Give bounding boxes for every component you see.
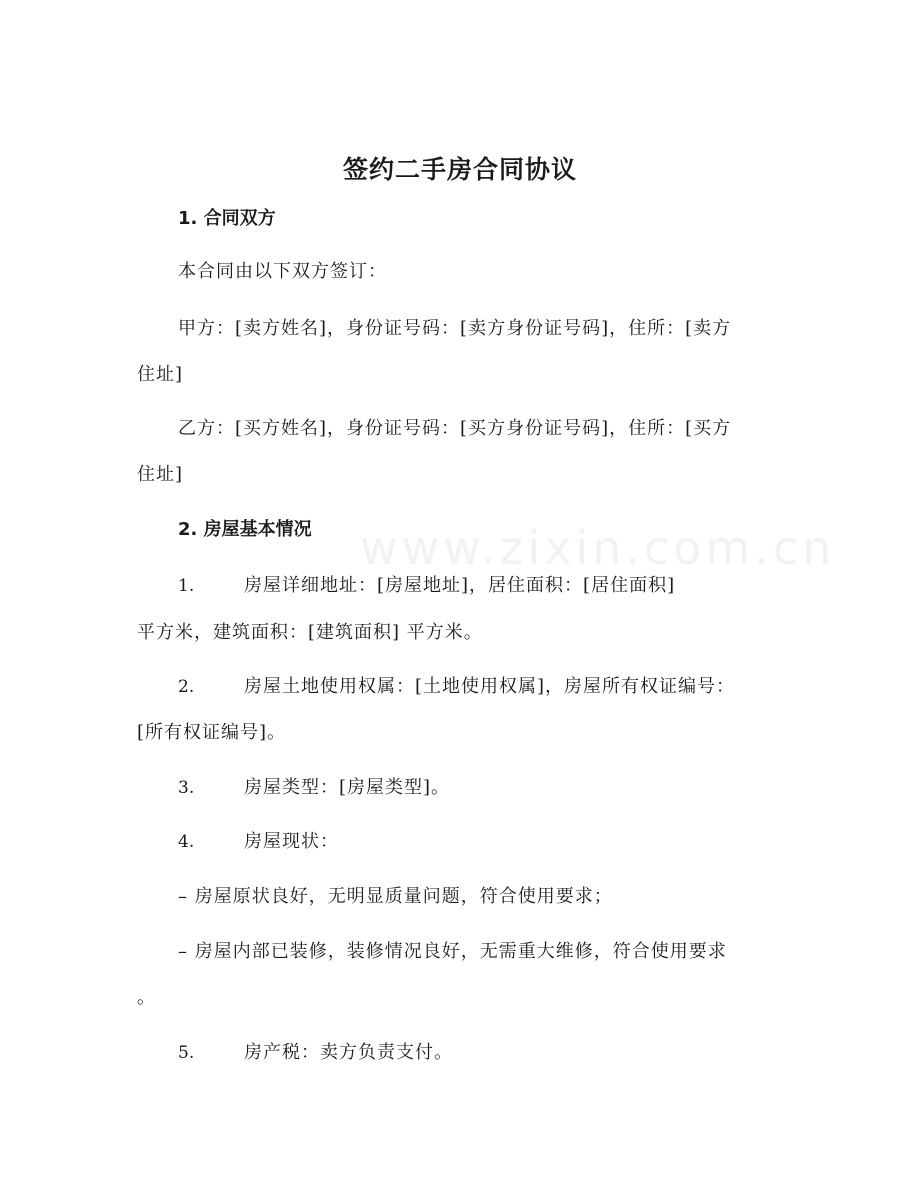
party-a-line-1: 甲方：[卖方姓名]，身份证号码：[卖方身份证号码]，住所：[卖方 xyxy=(178,318,732,339)
party-b-line-2: 住址] xyxy=(137,464,184,485)
party-b-line-1: 乙方：[买方姓名]，身份证号码：[买方身份证号码]，住所：[买方 xyxy=(178,418,732,439)
list-item-text-continued: 平方米，建筑面积：[建筑面积] 平方米。 xyxy=(137,622,483,643)
list-item-text: 房屋详细地址：[房屋地址]，居住面积：[居住面积] xyxy=(244,575,676,596)
list-item-text-continued: [所有权证编号]。 xyxy=(137,722,287,743)
list-item-number: 5. xyxy=(178,1043,195,1063)
status-bullet-2-continued: 。 xyxy=(137,987,156,1008)
watermark: www.zixin.com.cn xyxy=(360,521,836,575)
list-item-number: 1. xyxy=(178,576,195,596)
section-2-heading: 2. 房屋基本情况 xyxy=(178,519,312,540)
list-item-number: 4. xyxy=(178,832,195,852)
list-item-text: 房屋现状： xyxy=(244,831,339,852)
document-title: 签约二手房合同协议 xyxy=(342,155,577,184)
list-item-number: 3. xyxy=(178,778,195,798)
list-item-text: 房屋土地使用权属：[土地使用权属]，房屋所有权证编号： xyxy=(244,676,736,697)
status-bullet-2: – 房屋内部已装修，装修情况良好，无需重大维修，符合使用要求 xyxy=(178,941,727,962)
status-bullet-1: – 房屋原状良好，无明显质量问题，符合使用要求； xyxy=(178,886,613,907)
party-a-line-2: 住址] xyxy=(137,364,184,385)
list-item-number: 2. xyxy=(178,677,195,697)
list-item-text: 房屋类型：[房屋类型]。 xyxy=(244,777,451,798)
list-item-text: 房产税：卖方负责支付。 xyxy=(244,1042,453,1063)
section-1-heading: 1. 合同双方 xyxy=(178,208,276,229)
section-1-intro: 本合同由以下双方签订： xyxy=(178,261,387,282)
